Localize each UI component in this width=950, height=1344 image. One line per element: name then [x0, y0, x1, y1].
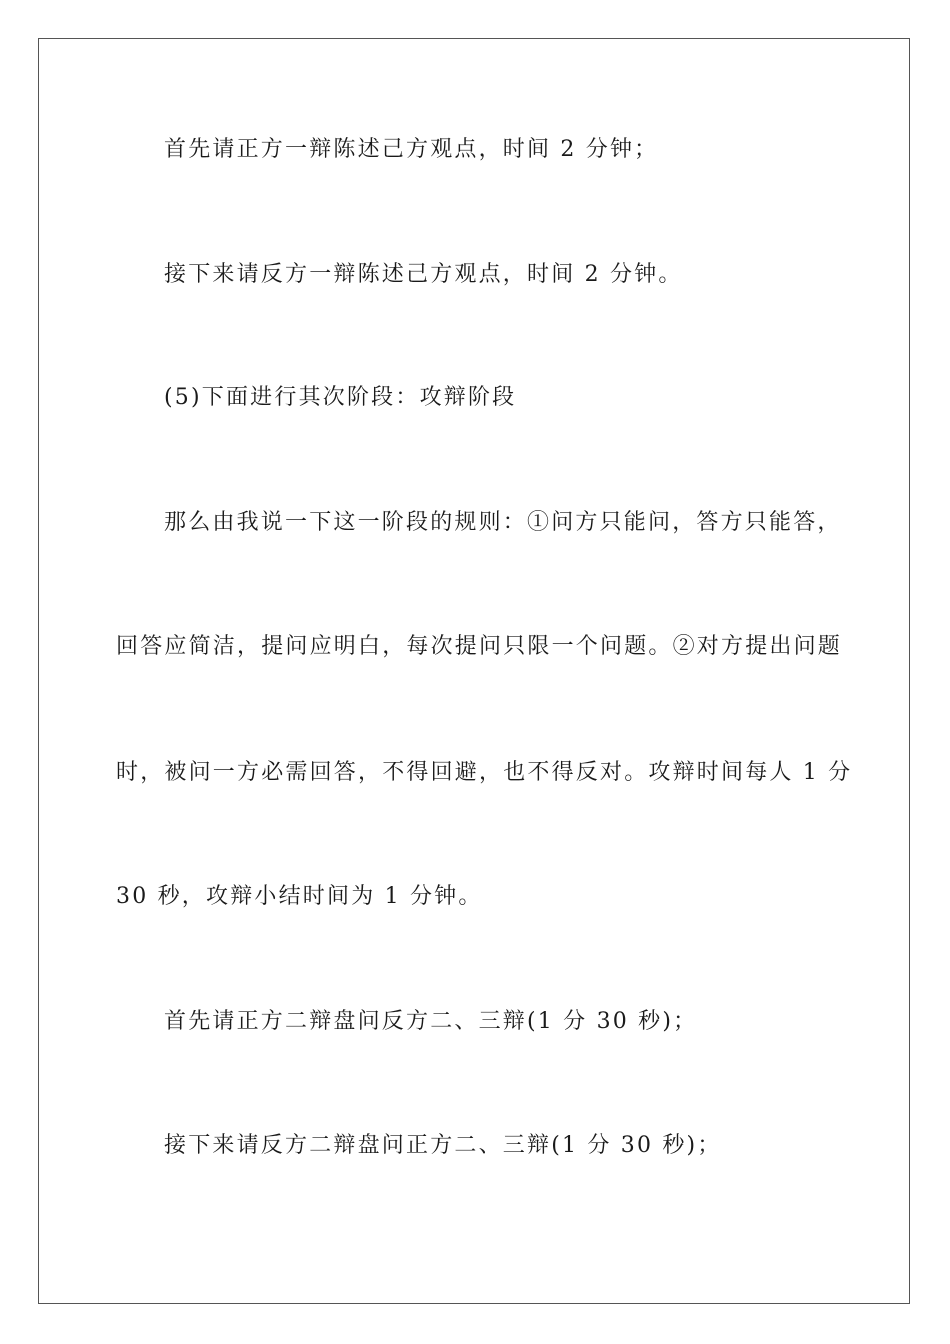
paragraph-line: 接下来请反方一辩陈述己方观点，时间 2 分钟。: [164, 262, 683, 287]
paragraph-line: 那么由我说一下这一阶段的规则：①问方只能问，答方只能答，: [164, 510, 842, 535]
paragraph-line: 时，被问一方必需回答，不得回避，也不得反对。攻辩时间每人 1 分: [116, 760, 853, 785]
paragraph-line: 首先请正方二辩盘问反方二、三辩(1 分 30 秒)；: [164, 1009, 698, 1034]
paragraph-line: 回答应简洁，提问应明白，每次提问只限一个问题。②对方提出问题: [116, 634, 843, 659]
paragraph-line: 首先请正方一辩陈述己方观点，时间 2 分钟；: [164, 137, 659, 162]
page-border: [38, 38, 910, 1304]
paragraph-line: 接下来请反方二辩盘问正方二、三辩(1 分 30 秒)；: [164, 1133, 722, 1158]
paragraph-line: 30 秒，攻辩小结时间为 1 分钟。: [116, 884, 483, 909]
section-heading: (5)下面进行其次阶段：攻辩阶段: [164, 385, 517, 410]
